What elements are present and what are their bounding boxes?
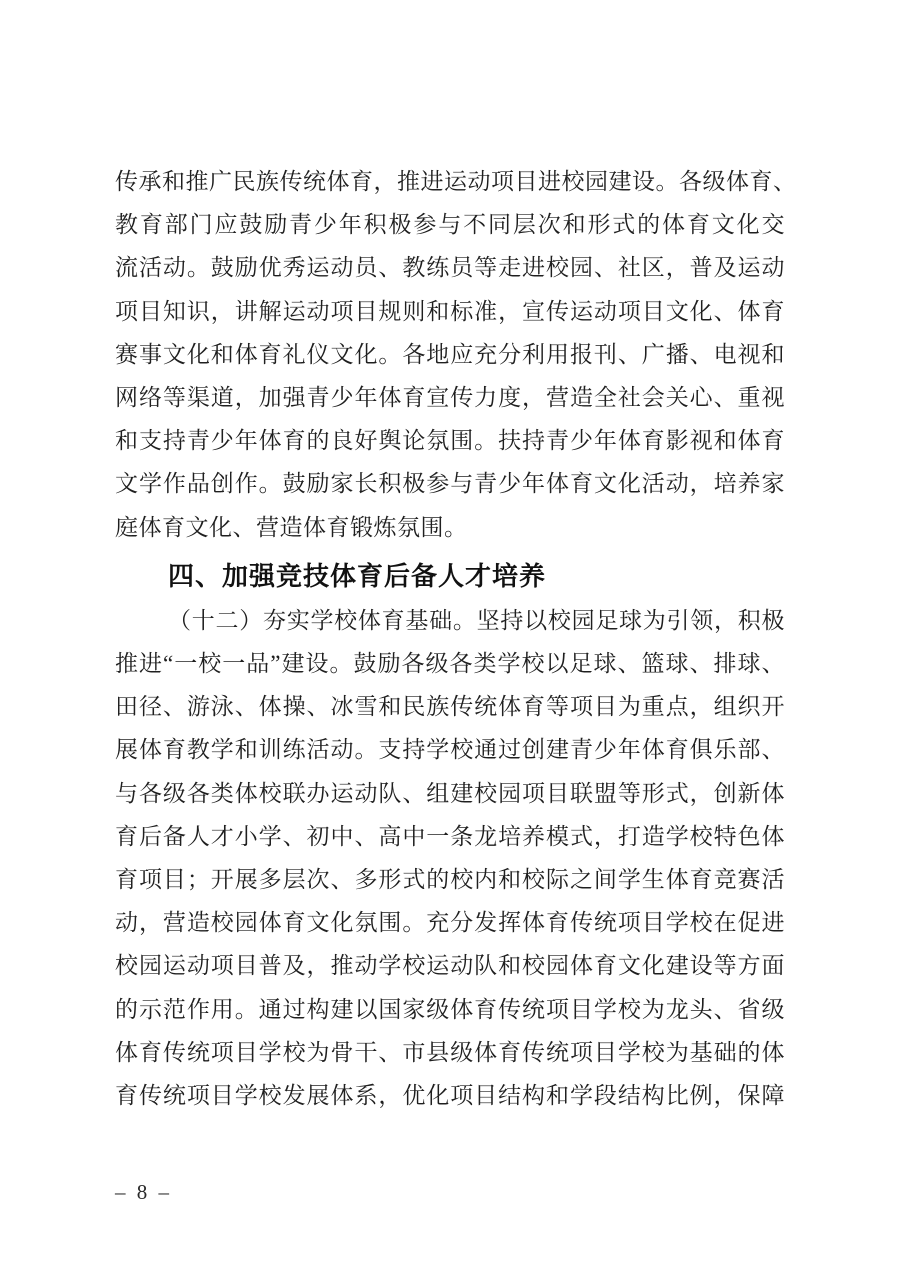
body-text-line: 田径、游泳、体操、冰雪和民族传统体育等项目为重点，组织开 bbox=[115, 694, 785, 720]
body-text-line: 的示范作用。通过构建以国家级体育传统项目学校为龙头、省级 bbox=[115, 996, 785, 1022]
body-text-line: 推进“一校一品”建设。鼓励各级各类学校以足球、篮球、排球、 bbox=[115, 651, 785, 677]
body-text-line: 校园运动项目普及，推动学校运动队和校园体育文化建设等方面 bbox=[115, 953, 785, 979]
paragraph-item-twelve bbox=[115, 599, 785, 1117]
body-text-line: 教育部门应鼓励青少年积极参与不同层次和形式的体育文化交 bbox=[115, 212, 785, 238]
body-text-line: 网络等渠道，加强青少年体育宣传力度，营造全社会关心、重视 bbox=[115, 385, 785, 411]
paragraph-continuation bbox=[115, 160, 797, 549]
body-text-line: 展体育教学和训练活动。支持学校通过创建青少年体育俱乐部、 bbox=[115, 737, 785, 763]
body-text-line: 育项目；开展多层次、多形式的校内和校际之间学生体育竞赛活 bbox=[115, 867, 785, 893]
body-text-line: 育后备人才小学、初中、高中一条龙培养模式，打造学校特色体 bbox=[115, 823, 785, 849]
body-text-line: （十二）夯实学校体育基础。坚持以校园足球为引领，积极 bbox=[168, 607, 785, 633]
body-text-line: 项目知识，讲解运动项目规则和标准，宣传运动项目文化、体育 bbox=[115, 298, 785, 324]
body-text-line: 赛事文化和体育礼仪文化。各地应充分利用报刊、广播、电视和 bbox=[115, 341, 785, 367]
section-heading: 四、加强竞技体育后备人才培养 bbox=[168, 560, 547, 591]
page-number: – 8 – bbox=[115, 1180, 172, 1204]
body-text-line: 育传统项目学校发展体系，优化项目结构和学段结构比例，保障 bbox=[115, 1083, 785, 1109]
body-text-line: 流活动。鼓励优秀运动员、教练员等走进校园、社区，普及运动 bbox=[115, 255, 785, 281]
document-body bbox=[115, 160, 797, 1117]
body-text-line: 与各级各类体校联办运动队、组建校园项目联盟等形式，创新体 bbox=[115, 780, 785, 806]
body-text-line: 和支持青少年体育的良好舆论氛围。扶持青少年体育影视和体育 bbox=[115, 428, 785, 454]
body-text-line: 传承和推广民族传统体育，推进运动项目进校园建设。各级体育、 bbox=[115, 169, 797, 194]
body-text-line: 庭体育文化、营造体育锻炼氛围。 bbox=[115, 514, 468, 540]
body-text-line: 动，营造校园体育文化氛围。充分发挥体育传统项目学校在促进 bbox=[115, 910, 785, 936]
body-text-line: 文学作品创作。鼓励家长积极参与青少年体育文化活动，培养家 bbox=[115, 471, 785, 497]
body-text-line: 体育传统项目学校为骨干、市县级体育传统项目学校为基础的体 bbox=[115, 1039, 785, 1065]
